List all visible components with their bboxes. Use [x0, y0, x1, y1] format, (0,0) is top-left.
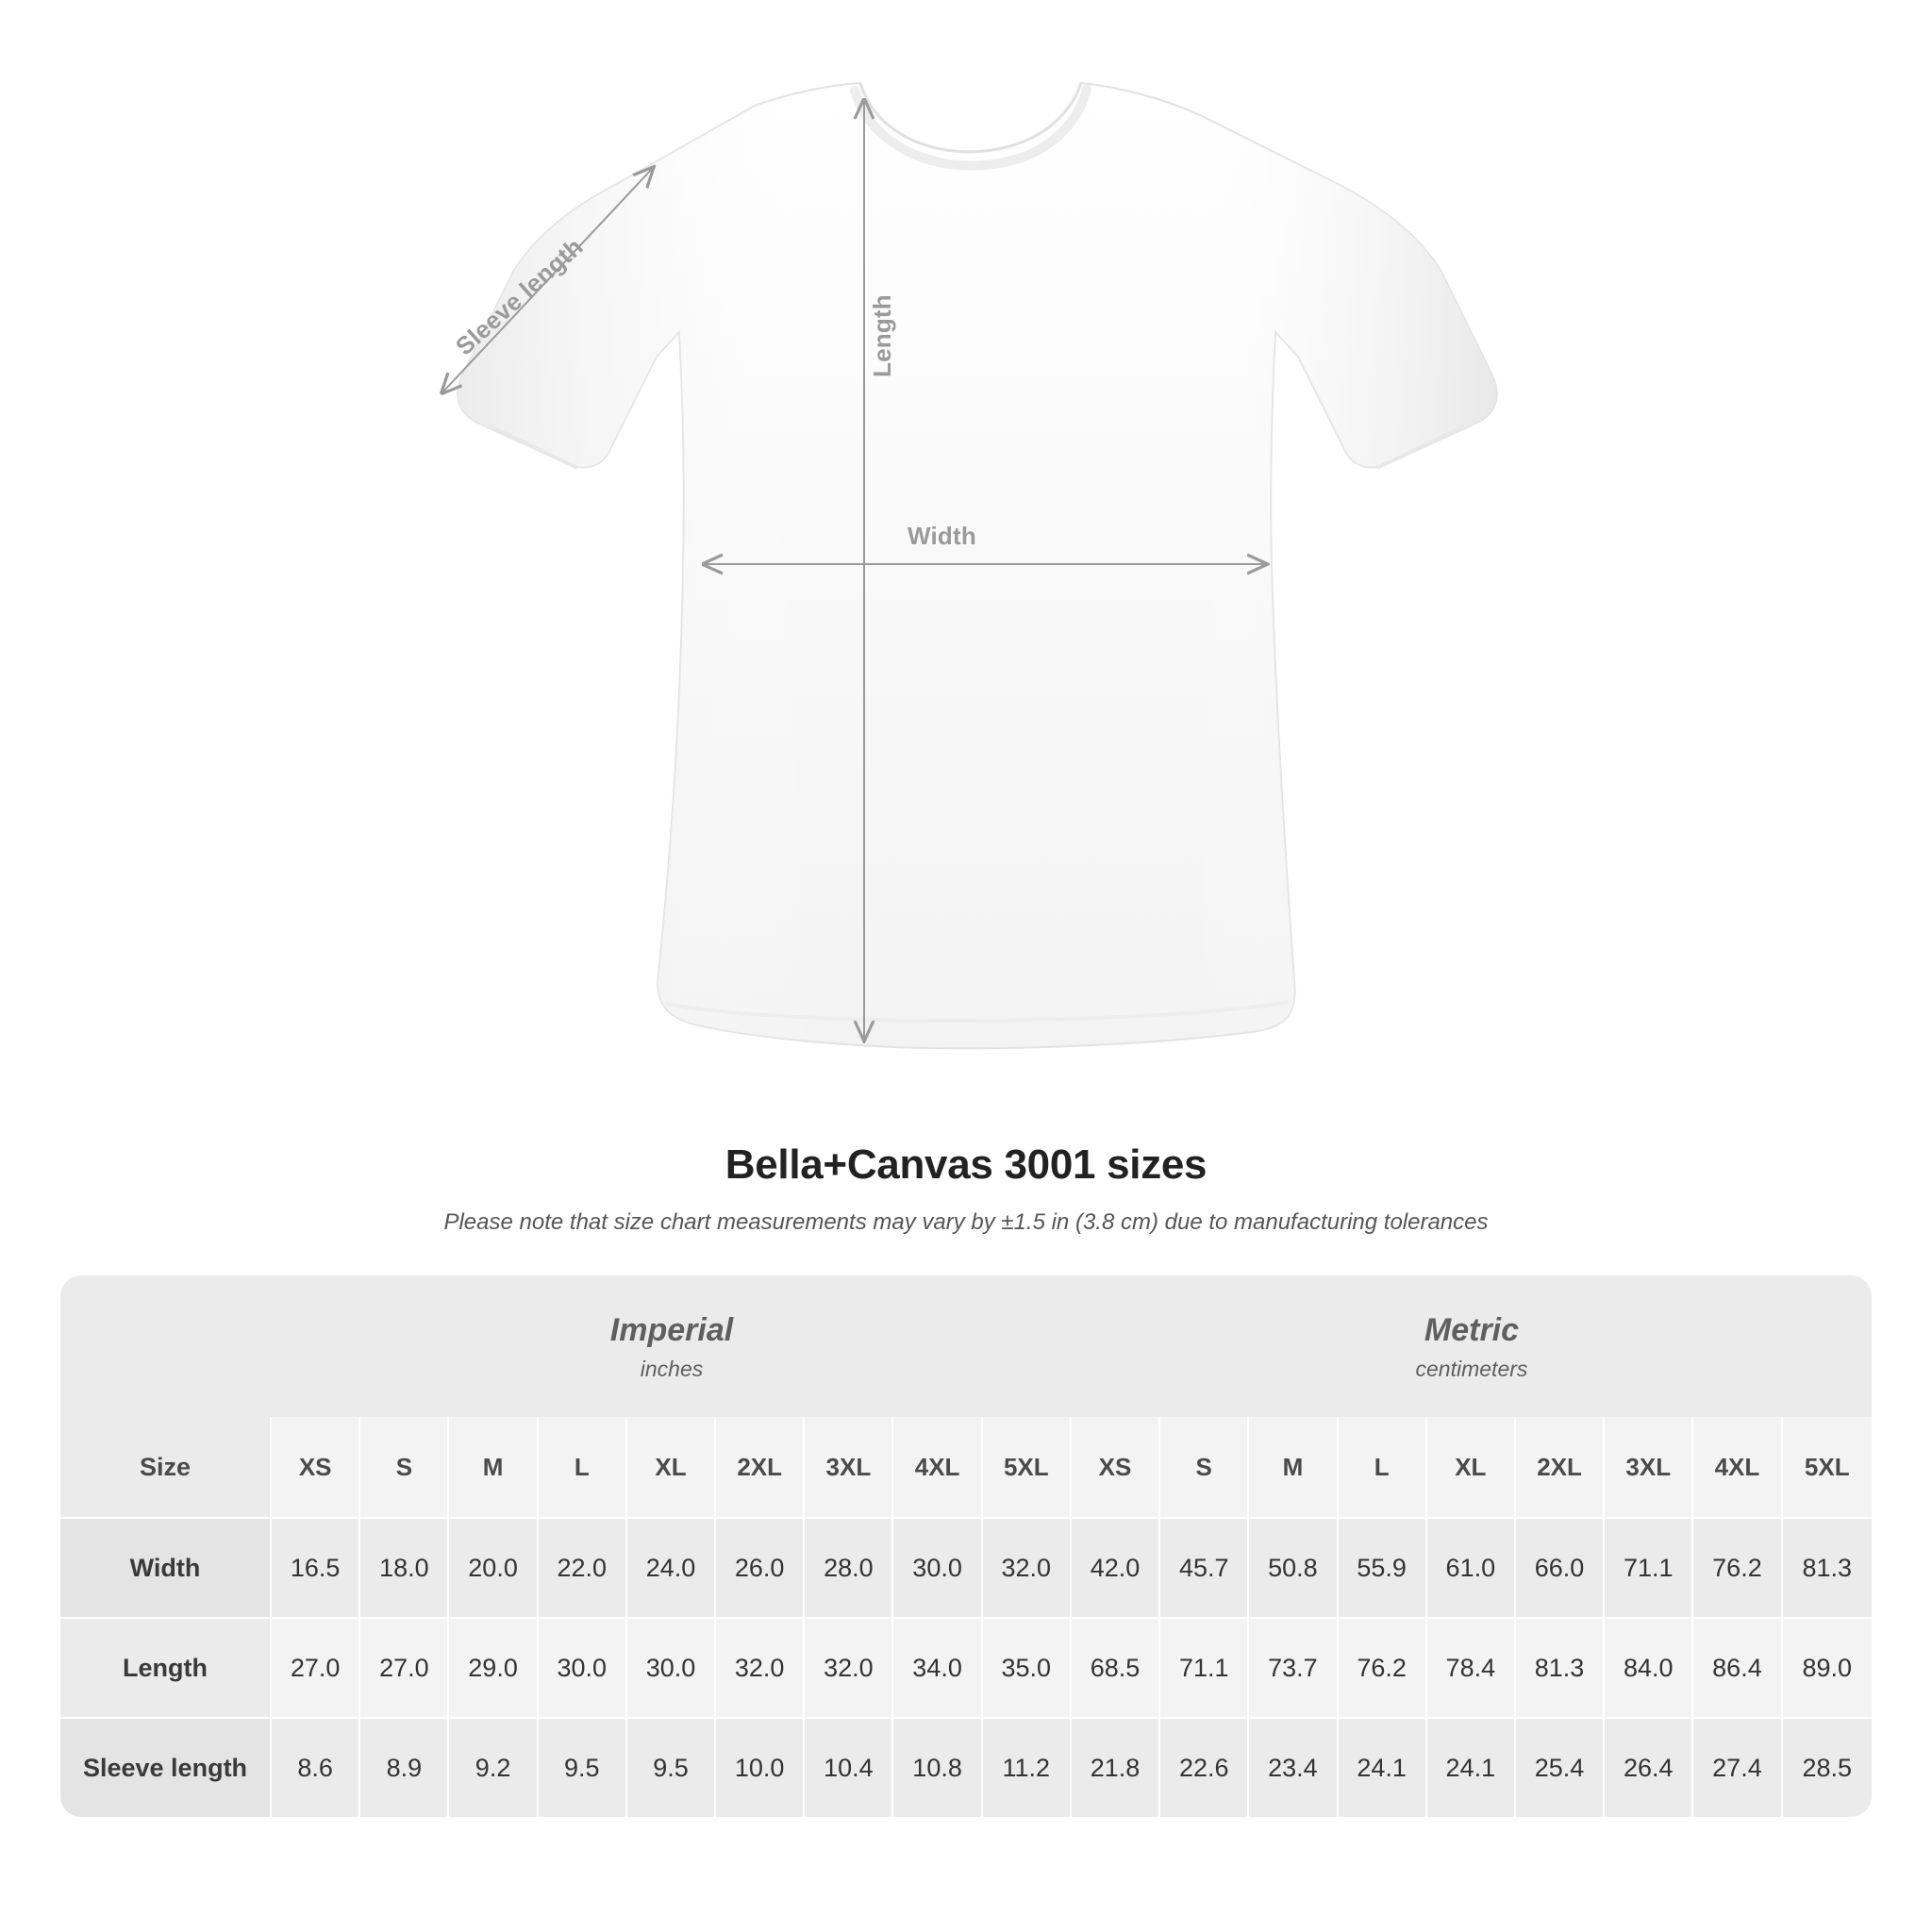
cell-length-metric-m: 73.7	[1249, 1617, 1338, 1717]
length-dimension-label: Length	[868, 294, 896, 377]
size-header-metric-5xl: 5XL	[1783, 1417, 1872, 1517]
size-header-imperial-l: L	[539, 1417, 627, 1517]
cell-width-imperial-l: 22.0	[539, 1517, 627, 1617]
cell-width-imperial-5xl: 32.0	[983, 1517, 1072, 1617]
cell-width-metric-2xl: 66.0	[1516, 1517, 1605, 1617]
cell-length-imperial-xl: 30.0	[627, 1617, 716, 1717]
cell-length-imperial-l: 30.0	[539, 1617, 627, 1717]
size-header-metric-l: L	[1339, 1417, 1427, 1517]
table-row	[60, 1717, 1872, 1817]
cell-length-imperial-5xl: 35.0	[983, 1617, 1072, 1717]
row-label-width: Width	[60, 1517, 272, 1617]
row-label-sleeve-length: Sleeve length	[60, 1717, 272, 1817]
size-header-metric-s: S	[1160, 1417, 1249, 1517]
cell-width-metric-l: 55.9	[1339, 1517, 1427, 1617]
cell-length-metric-xl: 78.4	[1427, 1617, 1516, 1717]
size-header-metric-xl: XL	[1427, 1417, 1516, 1517]
cell-sleeve-imperial-3xl: 10.4	[805, 1717, 893, 1817]
unit-group-imperial-title: Imperial	[609, 1312, 734, 1349]
table-row	[60, 1617, 1872, 1717]
cell-sleeve-metric-xl: 24.1	[1427, 1717, 1516, 1817]
cell-width-imperial-xs: 16.5	[272, 1517, 360, 1617]
size-header-imperial-2xl: 2XL	[716, 1417, 805, 1517]
cell-width-imperial-3xl: 28.0	[805, 1517, 893, 1617]
tshirt-body	[458, 83, 1497, 1048]
size-header-imperial-5xl: 5XL	[983, 1417, 1072, 1517]
cell-sleeve-metric-s: 22.6	[1160, 1717, 1249, 1817]
title-block	[0, 1141, 1932, 1236]
size-header-metric-4xl: 4XL	[1693, 1417, 1782, 1517]
unit-group-metric-sub: centimeters	[1415, 1356, 1528, 1381]
unit-group-spacer	[60, 1275, 272, 1417]
row-label-length: Length	[60, 1617, 272, 1717]
cell-sleeve-metric-3xl: 26.4	[1605, 1717, 1693, 1817]
size-header-imperial-xl: XL	[627, 1417, 716, 1517]
unit-group-metric-title: Metric	[1424, 1312, 1520, 1349]
cell-width-metric-5xl: 81.3	[1783, 1517, 1872, 1617]
cell-length-imperial-4xl: 34.0	[893, 1617, 982, 1717]
table-row	[60, 1517, 1872, 1617]
size-header-metric-2xl: 2XL	[1516, 1417, 1605, 1517]
unit-group-imperial	[272, 1275, 1072, 1417]
cell-length-metric-4xl: 86.4	[1693, 1617, 1782, 1717]
cell-length-metric-5xl: 89.0	[1783, 1617, 1872, 1717]
cell-length-metric-xs: 68.5	[1072, 1617, 1160, 1717]
cell-length-imperial-m: 29.0	[449, 1617, 538, 1717]
unit-group-imperial-sub: inches	[640, 1356, 704, 1381]
size-header-label: Size	[60, 1417, 272, 1517]
cell-width-metric-4xl: 76.2	[1693, 1517, 1782, 1617]
cell-sleeve-imperial-xs: 8.6	[272, 1717, 360, 1817]
cell-sleeve-imperial-s: 8.9	[360, 1717, 449, 1817]
size-header-imperial-xs: XS	[272, 1417, 360, 1517]
size-table-wrapper	[60, 1275, 1872, 1817]
cell-width-metric-s: 45.7	[1160, 1517, 1249, 1617]
cell-length-metric-3xl: 84.0	[1605, 1617, 1693, 1717]
cell-width-imperial-4xl: 30.0	[893, 1517, 982, 1617]
cell-length-imperial-xs: 27.0	[272, 1617, 360, 1717]
cell-width-imperial-2xl: 26.0	[716, 1517, 805, 1617]
cell-sleeve-metric-4xl: 27.4	[1693, 1717, 1782, 1817]
cell-width-metric-xl: 61.0	[1427, 1517, 1516, 1617]
cell-width-metric-m: 50.8	[1249, 1517, 1338, 1617]
size-header-metric-3xl: 3XL	[1605, 1417, 1693, 1517]
cell-length-imperial-3xl: 32.0	[805, 1617, 893, 1717]
size-header-metric-m: M	[1249, 1417, 1338, 1517]
tolerance-note: Please note that size chart measurements may vary by ±1.5 in (3.8 cm) due to manufacturing tolerances	[443, 1209, 1489, 1235]
size-header-metric-xs: XS	[1072, 1417, 1160, 1517]
unit-group-metric	[1072, 1275, 1872, 1417]
cell-sleeve-metric-l: 24.1	[1339, 1717, 1427, 1817]
cell-width-imperial-s: 18.0	[360, 1517, 449, 1617]
cell-width-imperial-m: 20.0	[449, 1517, 538, 1617]
cell-length-metric-2xl: 81.3	[1516, 1617, 1605, 1717]
size-header-row	[60, 1417, 1872, 1517]
size-header-imperial-4xl: 4XL	[893, 1417, 982, 1517]
cell-width-metric-3xl: 71.1	[1605, 1517, 1693, 1617]
page-title: Bella+Canvas 3001 sizes	[724, 1141, 1208, 1188]
cell-sleeve-metric-2xl: 25.4	[1516, 1717, 1605, 1817]
cell-length-imperial-2xl: 32.0	[716, 1617, 805, 1717]
size-table	[60, 1275, 1872, 1817]
size-header-imperial-m: M	[449, 1417, 538, 1517]
unit-group-row	[60, 1275, 1872, 1417]
cell-sleeve-metric-xs: 21.8	[1072, 1717, 1160, 1817]
width-dimension-label: Width	[908, 522, 976, 550]
size-header-imperial-3xl: 3XL	[805, 1417, 893, 1517]
cell-sleeve-imperial-m: 9.2	[449, 1717, 538, 1817]
cell-width-metric-xs: 42.0	[1072, 1517, 1160, 1617]
cell-length-imperial-s: 27.0	[360, 1617, 449, 1717]
cell-sleeve-metric-m: 23.4	[1249, 1717, 1338, 1817]
cell-sleeve-imperial-l: 9.5	[539, 1717, 627, 1817]
sleeve-length-dimension-label: Sleeve length	[450, 232, 589, 361]
size-header-imperial-s: S	[360, 1417, 449, 1517]
cell-sleeve-imperial-4xl: 10.8	[893, 1717, 982, 1817]
cell-sleeve-metric-5xl: 28.5	[1783, 1717, 1872, 1817]
cell-sleeve-imperial-xl: 9.5	[627, 1717, 716, 1817]
cell-sleeve-imperial-5xl: 11.2	[983, 1717, 1072, 1817]
cell-length-metric-s: 71.1	[1160, 1617, 1249, 1717]
cell-sleeve-imperial-2xl: 10.0	[716, 1717, 805, 1817]
cell-width-imperial-xl: 24.0	[627, 1517, 716, 1617]
cell-length-metric-l: 76.2	[1339, 1617, 1427, 1717]
